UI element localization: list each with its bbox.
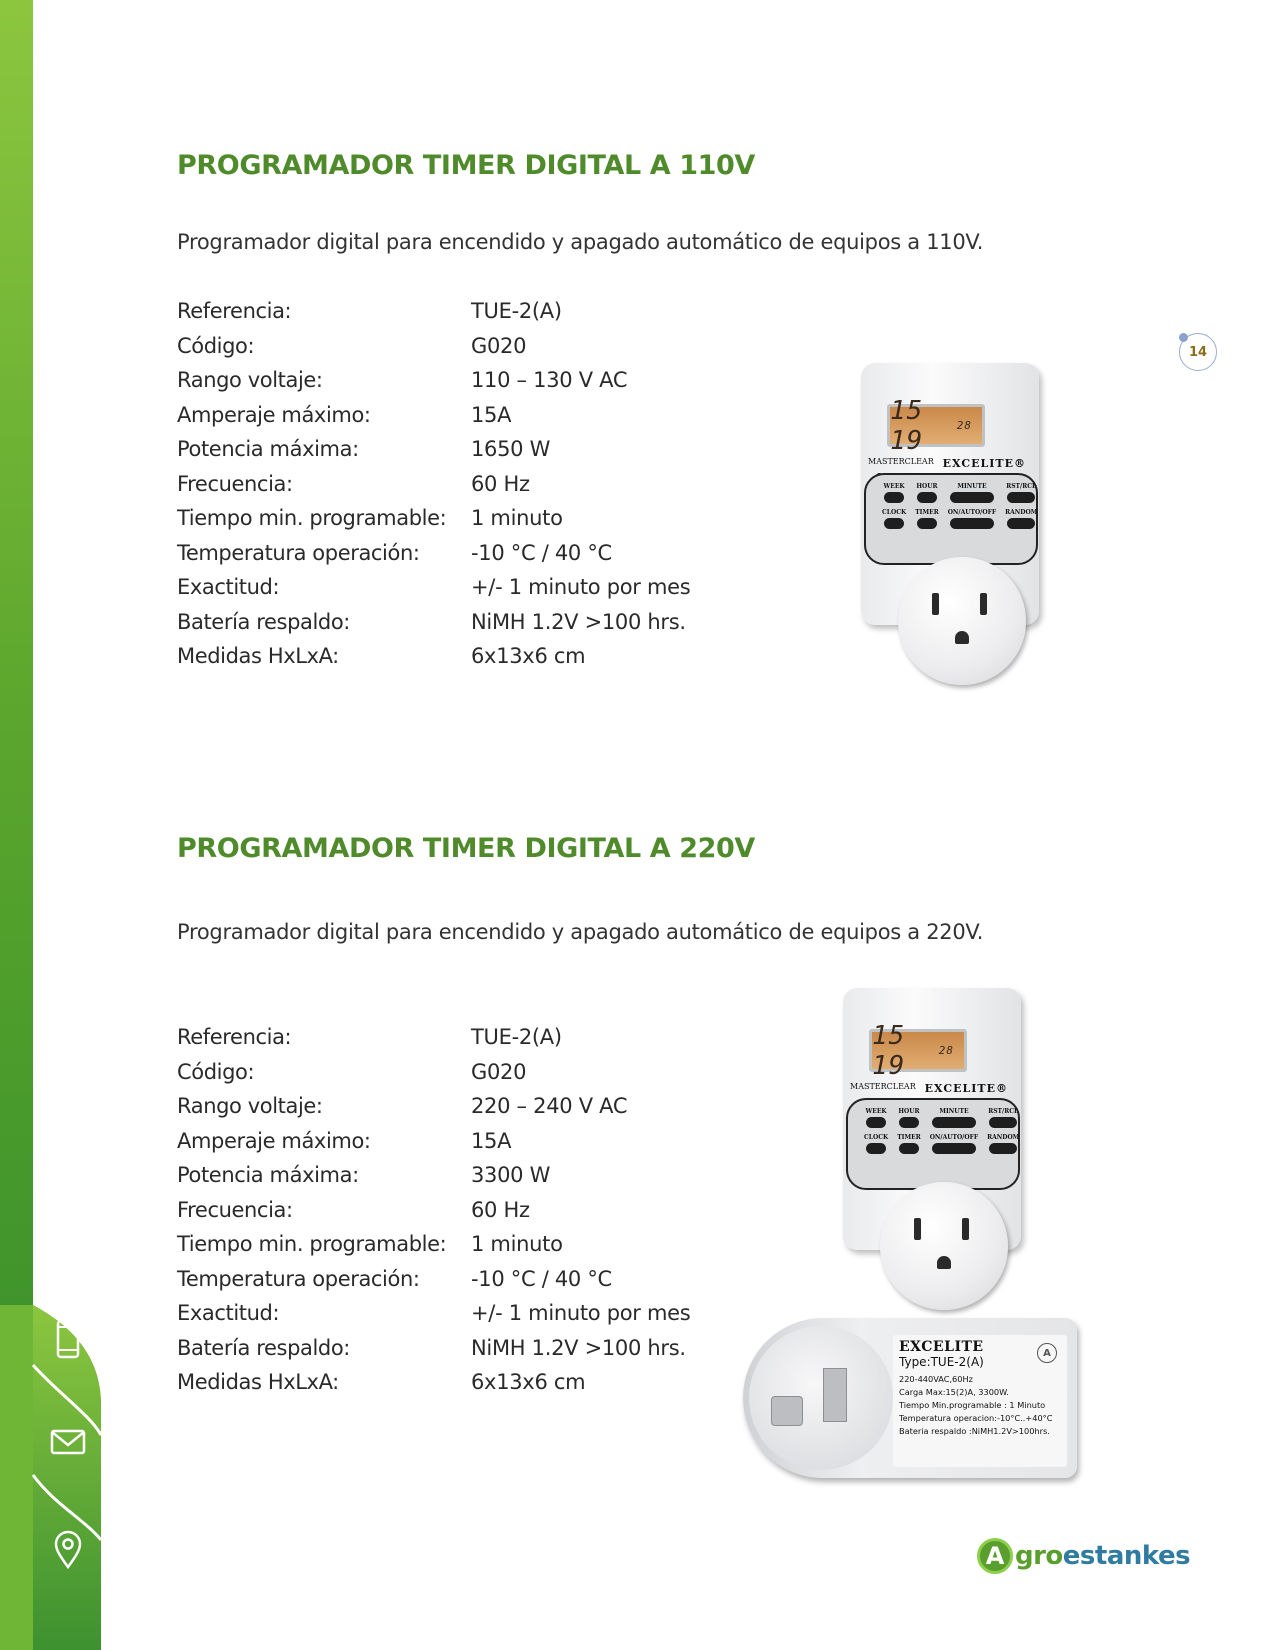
product-description-110v: Programador digital para encendido y apagado automático de equipos a 110V.: [177, 230, 984, 254]
rating-label: A EXCELITE Type:TUE-2(A) 220-440VAC,60Hz Carga Max:15(2)A, 3300W. Tiempo Min.programable : 1 Minuto Temperatura operacion:-10°C..+40°C Bateria respaldo :NiMH1.2V>100hrs.: [893, 1335, 1067, 1467]
product-title-110v: PROGRAMADOR TIMER DIGITAL A 110V: [177, 150, 755, 181]
outlet: [898, 557, 1026, 685]
device-key: HOUR: [915, 483, 938, 509]
spec-row: [177, 1331, 737, 1366]
spec-row: [177, 1124, 737, 1159]
lcd-display: 15 19 28: [887, 404, 985, 447]
spec-label: Rango voltaje:: [177, 1094, 323, 1119]
spec-row: [177, 1089, 737, 1124]
spec-row: [177, 329, 737, 364]
device-brand: MASTERCLEAR EXCELITE®: [850, 1082, 1008, 1095]
spec-value: +/- 1 minuto por mes: [471, 575, 691, 600]
device-key: WEEK: [864, 1108, 888, 1134]
spec-row: [177, 570, 737, 605]
spec-row: [177, 1365, 737, 1400]
spec-label: Potencia máxima:: [177, 1163, 359, 1188]
page-number: 14: [1179, 333, 1217, 371]
spec-row: [177, 1262, 737, 1297]
spec-row: [177, 398, 737, 433]
certification-icon: A: [1037, 1343, 1057, 1363]
spec-label: Código:: [177, 1059, 255, 1084]
spec-value: 6x13x6 cm: [471, 644, 586, 669]
spec-label: Temperatura operación:: [177, 540, 420, 565]
location-icon[interactable]: [46, 1527, 90, 1571]
spec-label: Potencia máxima:: [177, 437, 359, 462]
device-key: MINUTE: [948, 483, 996, 509]
spec-label: Tiempo min. programable:: [177, 506, 447, 531]
spec-value: NiMH 1.2V >100 hrs.: [471, 609, 686, 634]
spec-value: -10 °C / 40 °C: [471, 1266, 612, 1291]
lcd-display: 15 19 28: [869, 1029, 967, 1072]
product-description-220v: Programador digital para encendido y apagado automático de equipos a 220V.: [177, 920, 984, 944]
spec-value: 1 minuto: [471, 506, 563, 531]
spec-value: 3300 W: [471, 1163, 551, 1188]
spec-row: [177, 1296, 737, 1331]
spec-label: Tiempo min. programable:: [177, 1232, 447, 1257]
spec-row: [177, 1193, 737, 1228]
agroestankes-logo: A groestankes: [977, 1538, 1190, 1574]
spec-label: Batería respaldo:: [177, 609, 350, 634]
product-title-220v: PROGRAMADOR TIMER DIGITAL A 220V: [177, 833, 755, 864]
spec-label: Código:: [177, 333, 255, 358]
spec-value: 15A: [471, 1128, 512, 1153]
outlet: [880, 1182, 1008, 1310]
phone-icon[interactable]: [46, 1317, 90, 1361]
timer-220v-image: [840, 988, 1026, 1318]
device-key: RANDOM: [1005, 509, 1037, 535]
spec-table-220v: [177, 1020, 737, 1400]
spec-label: Batería respaldo:: [177, 1335, 350, 1360]
device-key: ON/AUTO/OFF: [930, 1134, 978, 1160]
spec-row: [177, 639, 737, 674]
device-key: CLOCK: [882, 509, 906, 535]
spec-table-110v: [177, 294, 737, 674]
contact-tab: [0, 1305, 101, 1650]
spec-label: Exactitud:: [177, 1301, 280, 1326]
device-key: TIMER: [897, 1134, 920, 1160]
timer-110v-image: [858, 363, 1044, 693]
device-key: HOUR: [897, 1108, 920, 1134]
spec-label: Frecuencia:: [177, 1197, 293, 1222]
spec-row: [177, 1158, 737, 1193]
spec-row: [177, 1055, 737, 1090]
device-key: TIMER: [915, 509, 938, 535]
device-key: MINUTE: [930, 1108, 978, 1134]
spec-row: [177, 294, 737, 329]
device-key: RST/RCL: [987, 1108, 1019, 1134]
device-brand: MASTERCLEAR EXCELITE®: [868, 457, 1026, 470]
spec-label: Amperaje máximo:: [177, 1128, 371, 1153]
spec-label: Temperatura operación:: [177, 1266, 420, 1291]
spec-label: Exactitud:: [177, 575, 280, 600]
spec-row: [177, 363, 737, 398]
spec-value: +/- 1 minuto por mes: [471, 1301, 691, 1326]
spec-value: 1 minuto: [471, 1232, 563, 1257]
spec-row: [177, 1227, 737, 1262]
spec-value: 6x13x6 cm: [471, 1370, 586, 1395]
device-key: CLOCK: [864, 1134, 888, 1160]
spec-value: G020: [471, 1059, 527, 1084]
spec-row: [177, 605, 737, 640]
spec-value: 60 Hz: [471, 471, 530, 496]
spec-value: TUE-2(A): [471, 1025, 562, 1050]
spec-label: Rango voltaje:: [177, 368, 323, 393]
spec-row: [177, 536, 737, 571]
device-key: RST/RCL: [1005, 483, 1037, 509]
spec-value: TUE-2(A): [471, 299, 562, 324]
spec-label: Referencia:: [177, 1025, 292, 1050]
spec-row: [177, 501, 737, 536]
device-key: WEEK: [882, 483, 906, 509]
spec-value: G020: [471, 333, 527, 358]
device-key: ON/AUTO/OFF: [948, 509, 996, 535]
spec-row: [177, 1020, 737, 1055]
timer-back-label-image: [743, 1318, 1077, 1478]
spec-label: Amperaje máximo:: [177, 402, 371, 427]
spec-value: -10 °C / 40 °C: [471, 540, 612, 565]
page-number-dot: [1179, 333, 1188, 342]
plug-prong: [823, 1368, 847, 1422]
logo-icon: A: [977, 1538, 1013, 1574]
spec-value: 60 Hz: [471, 1197, 530, 1222]
spec-label: Frecuencia:: [177, 471, 293, 496]
spec-label: Medidas HxLxA:: [177, 1370, 339, 1395]
spec-value: 1650 W: [471, 437, 551, 462]
plug-prong: [771, 1396, 803, 1426]
spec-label: Referencia:: [177, 299, 292, 324]
spec-value: 110 – 130 V AC: [471, 368, 628, 393]
spec-row: [177, 432, 737, 467]
spec-value: NiMH 1.2V >100 hrs.: [471, 1335, 686, 1360]
mail-icon[interactable]: [46, 1420, 90, 1464]
device-key: RANDOM: [987, 1134, 1019, 1160]
spec-label: Medidas HxLxA:: [177, 644, 339, 669]
spec-row: [177, 467, 737, 502]
spec-value: 15A: [471, 402, 512, 427]
spec-value: 220 – 240 V AC: [471, 1094, 628, 1119]
